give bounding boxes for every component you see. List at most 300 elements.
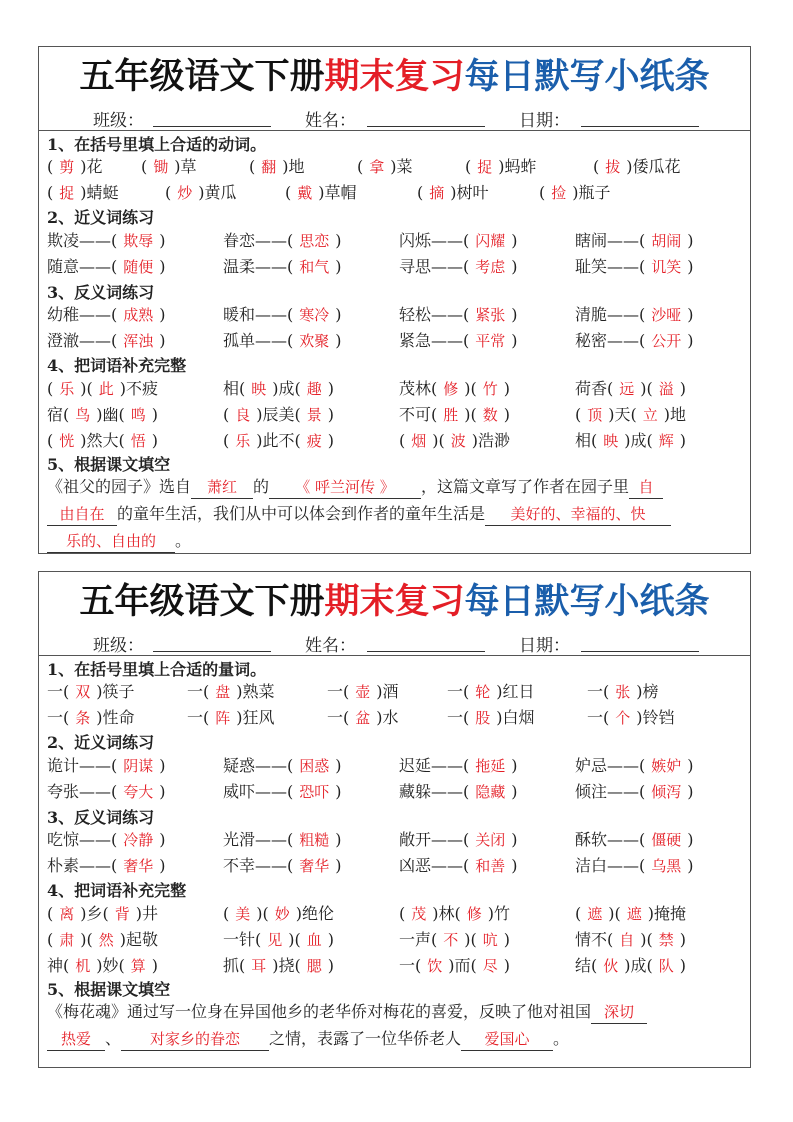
prompt-text: ( bbox=[575, 904, 582, 923]
prompt-text: 相( bbox=[575, 431, 598, 450]
exercise-item bbox=[399, 779, 518, 805]
prompt-text: ( bbox=[47, 904, 54, 923]
answer-text[interactable]: 个 bbox=[615, 709, 631, 727]
prompt-text: )( bbox=[640, 379, 653, 398]
exercise-item bbox=[187, 679, 275, 705]
exercise-item bbox=[47, 753, 166, 779]
exercise-item bbox=[575, 853, 694, 879]
answer-text[interactable]: 锄 bbox=[153, 158, 169, 176]
prompt-text: ( bbox=[141, 157, 148, 176]
answer-text[interactable]: 关闭 bbox=[475, 831, 506, 849]
prompt-text: )幽( bbox=[96, 405, 125, 424]
prompt-text: 结( bbox=[575, 956, 598, 975]
answer-text[interactable]: 耳 bbox=[251, 957, 267, 975]
prompt-text: )草 bbox=[174, 157, 197, 176]
exercise-item bbox=[357, 154, 413, 180]
prompt-text: 抓( bbox=[223, 956, 246, 975]
prompt-text: )( bbox=[288, 930, 301, 949]
prompt-text: 欺凌——( bbox=[47, 231, 118, 250]
answer-text[interactable]: 倾泻 bbox=[651, 783, 682, 801]
prompt-text: ) bbox=[503, 405, 511, 424]
answer-text[interactable]: 股 bbox=[475, 709, 491, 727]
answer-text[interactable]: 成熟 bbox=[123, 306, 154, 324]
prompt-text: ) bbox=[159, 756, 166, 775]
prompt-text: 威吓——( bbox=[223, 782, 294, 801]
exercise-item bbox=[47, 254, 166, 280]
prompt-text: ) bbox=[511, 782, 518, 801]
answer-blank[interactable]: 深切 bbox=[591, 1001, 647, 1024]
answer-text[interactable]: 鸟 bbox=[75, 406, 91, 424]
exercise-item bbox=[399, 853, 518, 879]
prompt-text: ) bbox=[679, 379, 687, 398]
prompt-text: ) bbox=[679, 956, 687, 975]
answer-text[interactable]: 腮 bbox=[306, 957, 322, 975]
answer-text[interactable]: 饮 bbox=[427, 957, 443, 975]
answer-text[interactable]: 悟 bbox=[130, 432, 146, 450]
answer-text[interactable]: 拿 bbox=[369, 158, 385, 176]
answer-text[interactable]: 禁 bbox=[658, 931, 674, 949]
exercise-item bbox=[575, 779, 694, 805]
exercise-item bbox=[47, 428, 158, 454]
exercise-item bbox=[223, 901, 334, 927]
prompt-text: )掩掩 bbox=[647, 904, 687, 923]
answer-text[interactable]: 乌黑 bbox=[651, 857, 682, 875]
prompt-text: ) bbox=[687, 782, 694, 801]
answer-text[interactable]: 翻 bbox=[261, 158, 277, 176]
answer-text[interactable]: 修 bbox=[443, 380, 459, 398]
section-heading-antonyms: 3、反义词练习 bbox=[47, 283, 155, 302]
prompt-text: ) bbox=[335, 231, 342, 250]
answer-text[interactable]: 映 bbox=[603, 432, 619, 450]
answer-text[interactable]: 捉 bbox=[477, 158, 493, 176]
prompt-text: 倾注——( bbox=[575, 782, 646, 801]
answer-text[interactable]: 妙 bbox=[274, 905, 290, 923]
paragraph-text: 。 bbox=[175, 531, 192, 550]
prompt-text: 澄澈——( bbox=[47, 331, 118, 350]
answer-blank[interactable]: 萧红 bbox=[191, 476, 253, 499]
answer-text[interactable]: 浑浊 bbox=[123, 332, 154, 350]
exercise-item bbox=[223, 228, 342, 254]
paragraph-text: 的 bbox=[253, 477, 270, 496]
answer-text[interactable]: 欢聚 bbox=[299, 332, 330, 350]
prompt-text: ) bbox=[511, 830, 518, 849]
dictation-card-1 bbox=[38, 46, 751, 554]
answer-text[interactable]: 剪 bbox=[59, 158, 75, 176]
exercise-item bbox=[399, 302, 518, 328]
prompt-text: 相( bbox=[223, 379, 246, 398]
answer-text[interactable]: 紧张 bbox=[475, 306, 506, 324]
answer-text[interactable]: 阴谋 bbox=[123, 757, 154, 775]
answer-text[interactable]: 遮 bbox=[587, 905, 603, 923]
answer-text[interactable]: 思恋 bbox=[299, 232, 330, 250]
answer-text[interactable]: 戴 bbox=[297, 184, 313, 202]
answer-text[interactable]: 冷静 bbox=[123, 831, 154, 849]
prompt-text: )榜 bbox=[636, 682, 659, 701]
name-field[interactable] bbox=[367, 126, 485, 127]
answer-text[interactable]: 波 bbox=[450, 432, 466, 450]
class-field[interactable] bbox=[153, 651, 271, 652]
name-label: 姓名： bbox=[305, 111, 356, 131]
prompt-text: 神( bbox=[47, 956, 70, 975]
prompt-text: 情不( bbox=[575, 930, 614, 949]
answer-text[interactable]: 背 bbox=[114, 905, 130, 923]
prompt-text: ( bbox=[223, 431, 230, 450]
answer-text[interactable]: 恍 bbox=[59, 432, 75, 450]
prompt-text: 吃惊——( bbox=[47, 830, 118, 849]
section-heading-synonyms: 2、近义词练习 bbox=[47, 733, 155, 752]
exercise-item bbox=[47, 402, 158, 428]
dictation-card-2 bbox=[38, 571, 751, 1068]
answer-text[interactable]: 自 bbox=[619, 931, 635, 949]
prompt-text: 一( bbox=[187, 682, 210, 701]
prompt-text: ( bbox=[47, 183, 54, 202]
answer-text[interactable]: 趣 bbox=[306, 380, 322, 398]
prompt-text: )起敬 bbox=[119, 930, 159, 949]
exercise-item bbox=[399, 402, 510, 428]
answer-blank[interactable]: 乐的、自由的 bbox=[47, 530, 175, 553]
prompt-text: )筷子 bbox=[96, 682, 135, 701]
answer-text[interactable]: 见 bbox=[267, 931, 283, 949]
prompt-text: 妒忌——( bbox=[575, 756, 646, 775]
exercise-item bbox=[47, 376, 158, 402]
exercise-item bbox=[223, 753, 342, 779]
answer-text[interactable]: 恐吓 bbox=[299, 783, 330, 801]
answer-text[interactable]: 辉 bbox=[658, 432, 674, 450]
paragraph-text: 。 bbox=[553, 1029, 570, 1048]
prompt-text: ( bbox=[593, 157, 600, 176]
exercise-item bbox=[47, 927, 158, 953]
answer-text[interactable]: 此 bbox=[98, 380, 114, 398]
answer-text[interactable]: 然 bbox=[98, 931, 114, 949]
exercise-item bbox=[47, 827, 166, 853]
answer-blank[interactable]: 自 bbox=[629, 476, 663, 499]
exercise-item bbox=[47, 180, 119, 206]
answer-text[interactable]: 修 bbox=[466, 905, 482, 923]
answer-text[interactable]: 肃 bbox=[59, 931, 75, 949]
exercise-item bbox=[575, 228, 694, 254]
answer-text[interactable]: 摘 bbox=[429, 184, 445, 202]
answer-text[interactable]: 僵硬 bbox=[651, 831, 682, 849]
answer-text[interactable]: 伙 bbox=[603, 957, 619, 975]
prompt-text: ) bbox=[679, 431, 687, 450]
prompt-text: ) bbox=[679, 930, 687, 949]
exercise-item bbox=[447, 705, 535, 731]
prompt-text: )菜 bbox=[390, 157, 413, 176]
prompt-text: ) bbox=[687, 756, 694, 775]
answer-text[interactable]: 炒 bbox=[177, 184, 193, 202]
prompt-text: 茂林( bbox=[399, 379, 438, 398]
answer-text[interactable]: 随便 bbox=[123, 258, 154, 276]
prompt-text: ) bbox=[335, 756, 342, 775]
section-heading-synonyms: 2、近义词练习 bbox=[47, 208, 155, 227]
answer-text[interactable]: 映 bbox=[251, 380, 267, 398]
answer-text[interactable]: 和气 bbox=[299, 258, 330, 276]
answer-text[interactable]: 竹 bbox=[482, 380, 498, 398]
answer-text[interactable]: 奢华 bbox=[299, 857, 330, 875]
answer-blank[interactable]: 热爱 bbox=[47, 1028, 105, 1051]
prompt-text: 不幸——( bbox=[223, 856, 294, 875]
prompt-text: 光滑——( bbox=[223, 830, 294, 849]
prompt-text: )瓶子 bbox=[572, 183, 611, 202]
prompt-text: )( bbox=[464, 930, 477, 949]
exercise-item bbox=[399, 376, 510, 402]
prompt-text: ) bbox=[327, 405, 335, 424]
prompt-text: ) bbox=[159, 257, 166, 276]
answer-text[interactable]: 和善 bbox=[475, 857, 506, 875]
answer-text[interactable]: 讥笑 bbox=[651, 258, 682, 276]
prompt-text: )树叶 bbox=[450, 183, 489, 202]
exercise-item bbox=[285, 180, 357, 206]
prompt-text: ) bbox=[327, 431, 335, 450]
exercise-item bbox=[223, 953, 334, 979]
answer-text[interactable]: 闪耀 bbox=[475, 232, 506, 250]
exercise-item bbox=[575, 953, 686, 979]
answer-text[interactable]: 平常 bbox=[475, 332, 506, 350]
date-field[interactable] bbox=[581, 651, 699, 652]
prompt-text: )酒 bbox=[376, 682, 399, 701]
answer-text[interactable]: 嫉妒 bbox=[651, 757, 682, 775]
answer-blank[interactable]: 《 呼兰河传 》 bbox=[269, 476, 421, 499]
prompt-text: )地 bbox=[282, 157, 305, 176]
answer-text[interactable]: 沙哑 bbox=[651, 306, 682, 324]
prompt-text: ( bbox=[465, 157, 472, 176]
prompt-text: 清脆——( bbox=[575, 305, 646, 324]
answer-text[interactable]: 机 bbox=[75, 957, 91, 975]
prompt-text: 一( bbox=[327, 682, 350, 701]
title-part-review: 期末复习 bbox=[324, 582, 465, 622]
answer-text[interactable]: 立 bbox=[642, 406, 658, 424]
exercise-item bbox=[223, 254, 342, 280]
prompt-text: ) bbox=[327, 930, 335, 949]
section-heading-complete-phrases: 4、把词语补充完整 bbox=[47, 356, 187, 375]
prompt-text: )性命 bbox=[96, 708, 135, 727]
answer-blank[interactable]: 由自在 bbox=[47, 503, 117, 526]
prompt-text: )成( bbox=[272, 379, 301, 398]
prompt-text: 幼稚——( bbox=[47, 305, 118, 324]
answer-text[interactable]: 烟 bbox=[411, 432, 427, 450]
prompt-text: )不疲 bbox=[119, 379, 159, 398]
exercise-item bbox=[447, 679, 535, 705]
answer-text[interactable]: 溢 bbox=[658, 380, 674, 398]
exercise-item bbox=[575, 302, 694, 328]
prompt-text: )绝伦 bbox=[295, 904, 335, 923]
prompt-text: 一针( bbox=[223, 930, 262, 949]
prompt-text: 荷香( bbox=[575, 379, 614, 398]
prompt-text: 不可( bbox=[399, 405, 438, 424]
answer-text[interactable]: 寒冷 bbox=[299, 306, 330, 324]
answer-text[interactable]: 隐藏 bbox=[475, 783, 506, 801]
prompt-text: )水 bbox=[376, 708, 399, 727]
prompt-text: )狂风 bbox=[236, 708, 275, 727]
prompt-text: ) bbox=[687, 830, 694, 849]
prompt-text: 一声( bbox=[399, 930, 438, 949]
answer-text[interactable]: 困惑 bbox=[299, 757, 330, 775]
prompt-text: ) bbox=[151, 405, 159, 424]
answer-text[interactable]: 张 bbox=[615, 683, 631, 701]
answer-text[interactable]: 考虑 bbox=[475, 258, 506, 276]
prompt-text: )蜻蜓 bbox=[80, 183, 119, 202]
prompt-text: ) bbox=[687, 305, 694, 324]
answer-text[interactable]: 捉 bbox=[59, 184, 75, 202]
prompt-text: )而( bbox=[448, 956, 477, 975]
answer-text[interactable]: 公开 bbox=[651, 332, 682, 350]
prompt-text: ) bbox=[687, 231, 694, 250]
section-heading-measure-words: 1、在括号里填上合适的量词。 bbox=[47, 660, 267, 679]
date-field[interactable] bbox=[581, 126, 699, 127]
answer-text[interactable]: 良 bbox=[235, 406, 251, 424]
exercise-item bbox=[575, 428, 686, 454]
prompt-text: )乡( bbox=[80, 904, 109, 923]
prompt-text: 孤单——( bbox=[223, 331, 294, 350]
prompt-text: )( bbox=[640, 930, 653, 949]
answer-text[interactable]: 阵 bbox=[215, 709, 231, 727]
prompt-text: 闪烁——( bbox=[399, 231, 470, 250]
prompt-text: ( bbox=[575, 405, 582, 424]
exercise-item bbox=[327, 705, 399, 731]
exercise-item bbox=[47, 228, 166, 254]
prompt-text: 一( bbox=[399, 956, 422, 975]
prompt-text: ) bbox=[511, 856, 518, 875]
exercise-item bbox=[399, 901, 510, 927]
class-label: 班级： bbox=[93, 636, 144, 656]
answer-text[interactable]: 奢华 bbox=[123, 857, 154, 875]
prompt-text: )挠( bbox=[272, 956, 301, 975]
prompt-text: ( bbox=[47, 379, 54, 398]
answer-text[interactable]: 离 bbox=[59, 905, 75, 923]
prompt-text: )天( bbox=[608, 405, 637, 424]
exercise-item bbox=[47, 154, 103, 180]
exercise-item bbox=[575, 254, 694, 280]
student-info-row bbox=[39, 104, 750, 130]
prompt-text: 随意——( bbox=[47, 257, 118, 276]
exercise-item bbox=[327, 679, 399, 705]
prompt-text: ) bbox=[687, 856, 694, 875]
answer-text[interactable]: 欺辱 bbox=[123, 232, 154, 250]
prompt-text: ( bbox=[223, 904, 230, 923]
exercise-item bbox=[47, 302, 166, 328]
answer-text[interactable]: 轮 bbox=[475, 683, 491, 701]
exercise-item bbox=[465, 154, 537, 180]
prompt-text: ) bbox=[503, 956, 511, 975]
title-part-daily: 每日默写小纸条 bbox=[464, 582, 710, 622]
answer-text[interactable]: 壶 bbox=[355, 683, 371, 701]
prompt-text: 藏躲——( bbox=[399, 782, 470, 801]
prompt-text: )井 bbox=[135, 904, 159, 923]
prompt-text: ) bbox=[159, 305, 166, 324]
prompt-text: ) bbox=[687, 257, 694, 276]
answer-text[interactable]: 拔 bbox=[605, 158, 621, 176]
answer-text[interactable]: 遮 bbox=[626, 905, 642, 923]
answer-text[interactable]: 不 bbox=[443, 931, 459, 949]
prompt-text: ( bbox=[399, 431, 406, 450]
title-part-daily: 每日默写小纸条 bbox=[464, 57, 710, 97]
answer-text[interactable]: 队 bbox=[658, 957, 674, 975]
exercise-item bbox=[399, 254, 518, 280]
exercise-item bbox=[47, 853, 166, 879]
prompt-text: 紧急——( bbox=[399, 331, 470, 350]
prompt-text: 一( bbox=[47, 682, 70, 701]
answer-text[interactable]: 胡闹 bbox=[651, 232, 682, 250]
answer-text[interactable]: 双 bbox=[75, 683, 91, 701]
answer-blank[interactable]: 对家乡的眷恋 bbox=[121, 1028, 269, 1051]
prompt-text: 迟延——( bbox=[399, 756, 470, 775]
answer-text[interactable]: 景 bbox=[306, 406, 322, 424]
prompt-text: )( bbox=[80, 379, 93, 398]
answer-text[interactable]: 吭 bbox=[482, 931, 498, 949]
class-label: 班级： bbox=[93, 111, 144, 131]
answer-text[interactable]: 鸣 bbox=[130, 406, 146, 424]
prompt-text: )倭瓜花 bbox=[626, 157, 681, 176]
answer-text[interactable]: 疲 bbox=[306, 432, 322, 450]
answer-text[interactable]: 算 bbox=[130, 957, 146, 975]
prompt-text: ) bbox=[511, 756, 518, 775]
exercise-item bbox=[223, 853, 342, 879]
header-divider bbox=[39, 655, 750, 656]
exercise-item bbox=[575, 328, 694, 354]
answer-text[interactable]: 粗糙 bbox=[299, 831, 330, 849]
answer-text[interactable]: 条 bbox=[75, 709, 91, 727]
prompt-text: 酥软——( bbox=[575, 830, 646, 849]
answer-text[interactable]: 远 bbox=[619, 380, 635, 398]
exercise-item bbox=[47, 679, 135, 705]
answer-text[interactable]: 数 bbox=[482, 406, 498, 424]
prompt-text: ( bbox=[249, 157, 256, 176]
prompt-text: ) bbox=[159, 782, 166, 801]
answer-text[interactable]: 盆 bbox=[355, 709, 371, 727]
exercise-item bbox=[539, 180, 611, 206]
prompt-text: ) bbox=[335, 331, 342, 350]
paragraph-text: 、 bbox=[105, 1029, 122, 1048]
prompt-text: 一( bbox=[327, 708, 350, 727]
answer-text[interactable]: 顶 bbox=[587, 406, 603, 424]
prompt-text: )红日 bbox=[496, 682, 535, 701]
header-divider bbox=[39, 130, 750, 131]
title-part-grade: 五年级语文下册 bbox=[79, 582, 325, 622]
answer-text[interactable]: 尽 bbox=[482, 957, 498, 975]
paragraph-text: 的童年生活，我们从中可以体会到作者的童年生活是 bbox=[117, 504, 486, 523]
prompt-text: ) bbox=[159, 331, 166, 350]
answer-text[interactable]: 血 bbox=[306, 931, 322, 949]
prompt-text: ) bbox=[503, 930, 511, 949]
exercise-item bbox=[593, 154, 681, 180]
paragraph-text: 之情，表露了一位华侨老人 bbox=[269, 1029, 462, 1048]
name-field[interactable] bbox=[367, 651, 485, 652]
card-title bbox=[39, 580, 750, 624]
answer-text[interactable]: 拖延 bbox=[475, 757, 506, 775]
answer-text[interactable]: 美 bbox=[235, 905, 251, 923]
prompt-text: 诡计——( bbox=[47, 756, 118, 775]
answer-blank[interactable]: 美好的、幸福的、快 bbox=[485, 503, 671, 526]
answer-text[interactable]: 胜 bbox=[443, 406, 459, 424]
exercise-item bbox=[223, 402, 334, 428]
answer-blank[interactable]: 爱国心 bbox=[461, 1028, 553, 1051]
answer-text[interactable]: 捡 bbox=[551, 184, 567, 202]
prompt-text: ) bbox=[511, 257, 518, 276]
answer-text[interactable]: 乐 bbox=[59, 380, 75, 398]
fill-in-paragraph bbox=[47, 998, 743, 1052]
exercise-item bbox=[399, 953, 510, 979]
prompt-text: ) bbox=[503, 379, 511, 398]
answer-text[interactable]: 茂 bbox=[411, 905, 427, 923]
answer-text[interactable]: 盘 bbox=[215, 683, 231, 701]
answer-text[interactable]: 乐 bbox=[235, 432, 251, 450]
prompt-text: ) bbox=[335, 305, 342, 324]
prompt-text: )蚂蚱 bbox=[498, 157, 537, 176]
class-field[interactable] bbox=[153, 126, 271, 127]
prompt-text: 朴素——( bbox=[47, 856, 118, 875]
answer-text[interactable]: 夸大 bbox=[123, 783, 154, 801]
exercise-item bbox=[47, 779, 166, 805]
